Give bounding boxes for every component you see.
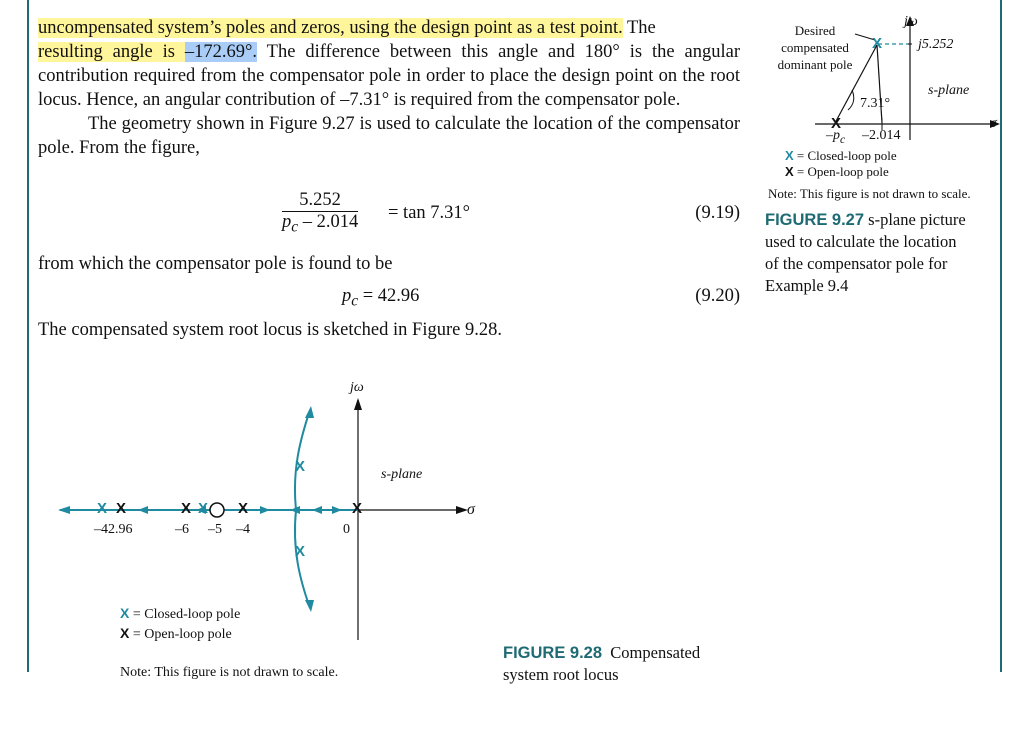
paragraph-4: The compensated system root locus is sketched in Figure 9.28. — [38, 320, 502, 340]
line: Desired — [794, 23, 836, 38]
legend-open — [120, 624, 240, 644]
highlight-yellow-1: uncompensated system’s poles and zeros, using the design point as a test point. — [38, 18, 623, 38]
fig27-note: Note: This figure is not drawn to scale. — [768, 186, 971, 201]
fraction — [282, 190, 358, 237]
rest: – 2.014 — [298, 212, 359, 232]
tick-4: –4 — [236, 522, 250, 537]
closed-pole-4296: X — [97, 500, 108, 517]
legend-closed — [120, 604, 240, 624]
sub: c — [840, 132, 846, 146]
equation-rhs: = tan 7.31° — [388, 203, 471, 223]
locus-arrow-left — [58, 506, 70, 514]
fig28-note: Note: This figure is not drawn to scale. — [120, 665, 339, 680]
paragraph-1 — [38, 16, 740, 112]
legend-open — [785, 164, 897, 180]
fig27-caption — [765, 209, 997, 297]
marker: X — [120, 625, 130, 641]
open-pole-4: X — [238, 500, 249, 517]
line: dominant pole — [777, 57, 853, 72]
right-margin-rule — [1000, 0, 1002, 672]
fig27-jw: jω — [904, 14, 918, 29]
paragraph-3: from which the compensator pole is found to be — [38, 254, 393, 274]
tick-4296: –42.96 — [94, 522, 133, 537]
desired-pole-marker: X — [872, 35, 883, 52]
tick-0: 0 — [343, 522, 350, 537]
jw-arrow — [354, 398, 362, 410]
tick-5: –5 — [208, 522, 222, 537]
var: p — [342, 286, 352, 306]
locus-arrow — [332, 506, 342, 514]
caption-line: s-plane picture — [868, 210, 966, 229]
label: = Open-loop pole — [132, 627, 232, 642]
fig27-j5252: j5.252 — [918, 37, 954, 52]
label: = Open-loop pole — [796, 164, 889, 179]
fig27-desired — [770, 22, 860, 73]
tick-6: –6 — [175, 522, 189, 537]
legend-closed — [785, 148, 897, 164]
marker: X — [785, 164, 794, 179]
line: compensated — [781, 40, 849, 55]
fig27-sigma: σ — [990, 116, 997, 131]
caption-label: FIGURE 9.28 — [503, 644, 603, 662]
fig27-pc — [826, 128, 845, 146]
fig27-legend — [785, 148, 897, 180]
open-pole-marker: X — [831, 115, 842, 132]
caption-line: Compensated — [610, 643, 701, 662]
fig28-splane: s-plane — [381, 467, 423, 482]
locus-arrow-up — [305, 406, 314, 418]
marker: X — [120, 605, 130, 621]
fig27-angle: 7.31° — [860, 96, 891, 111]
pc: –p — [826, 128, 840, 143]
text: The difference between this angle and 180° is the angular contribution required from the compensator pole in order to place the design point on the root locus. Hence, an angular contribution of –7.31° is required from the compensator pole. — [38, 42, 740, 110]
fig27-2014: –2.014 — [862, 128, 901, 143]
zero-circle — [210, 503, 224, 517]
equation-9-20 — [38, 284, 740, 324]
caption-line: system root locus — [503, 665, 619, 684]
label: = Closed-loop pole — [132, 607, 241, 622]
caption-line: used to calculate the location — [765, 232, 957, 251]
equation-lhs — [342, 286, 419, 311]
marker: X — [785, 148, 794, 163]
sub: c — [351, 292, 359, 310]
fig28-legend — [120, 604, 240, 644]
locus-arrow — [138, 506, 148, 514]
equation-number: (9.20) — [695, 286, 740, 306]
left-margin-rule — [27, 0, 29, 672]
sub: c — [291, 218, 299, 236]
locus-arrow — [312, 506, 322, 514]
highlight-blue: –172.69°. — [184, 42, 258, 62]
label: = Closed-loop pole — [796, 148, 897, 163]
figure-9-28 — [50, 390, 490, 650]
open-pole-4296: X — [116, 500, 127, 517]
closed-pole-upper: X — [295, 458, 306, 475]
caption-label: FIGURE 9.27 — [765, 211, 865, 229]
fig28-caption — [503, 642, 743, 686]
locus-arrow-down — [305, 600, 314, 612]
open-pole-6: X — [181, 500, 192, 517]
fig28-sigma: σ — [467, 501, 475, 518]
main-text — [38, 16, 740, 160]
text: The — [622, 18, 656, 38]
numerator: 5.252 — [282, 190, 358, 212]
closed-pole-near-5: X — [198, 500, 209, 517]
fig28-jw: jω — [350, 380, 364, 395]
fig27-splane: s-plane — [928, 83, 970, 98]
equation-number: (9.19) — [695, 203, 740, 223]
closed-pole-lower: X — [295, 543, 306, 560]
var: p — [282, 212, 292, 232]
equation-9-19 — [38, 190, 740, 240]
denominator — [282, 212, 358, 237]
locus-arrow — [260, 506, 270, 514]
highlight-yellow-2: resulting angle is — [38, 42, 185, 62]
open-pole-0: X — [352, 500, 363, 517]
caption-line: of the compensator pole for — [765, 254, 948, 273]
rhs: = 42.96 — [358, 286, 420, 306]
paragraph-2: The geometry shown in Figure 9.27 is used to calculate the location of the compensator pole. From the figure, — [38, 114, 740, 158]
caption-line: Example 9.4 — [765, 276, 849, 295]
